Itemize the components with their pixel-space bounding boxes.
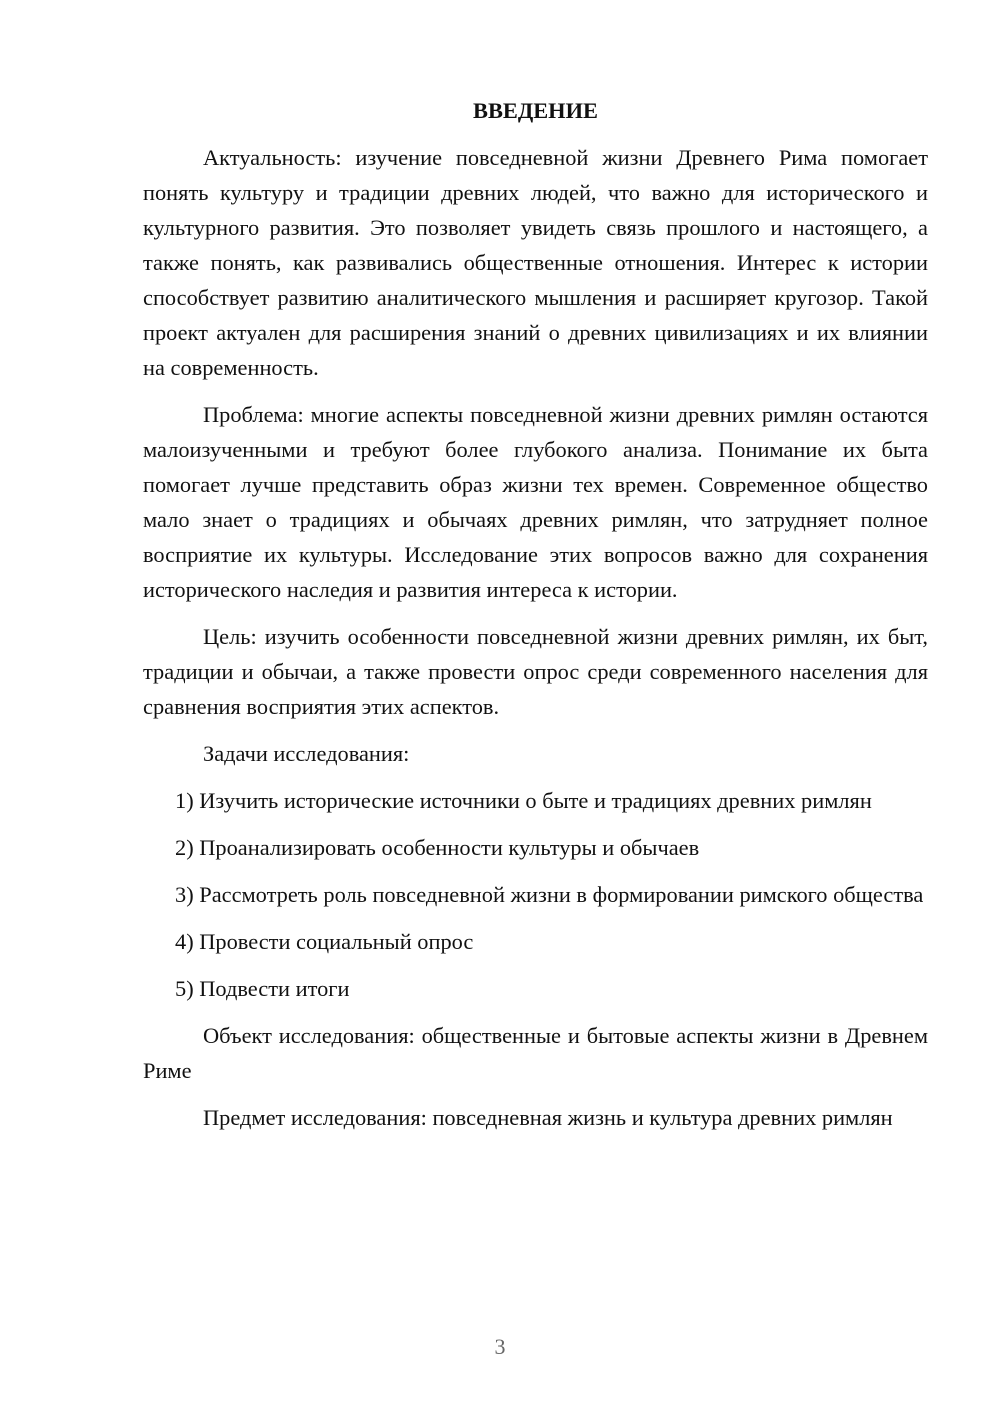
page-number: 3 bbox=[494, 1334, 506, 1359]
subject-paragraph: Предмет исследования: повседневная жизнь и культура древних римлян bbox=[203, 1105, 893, 1130]
object-paragraph: Объект исследования: общественные и бытовые аспекты жизни в Древнем Риме bbox=[143, 1023, 928, 1083]
task-item: 1) Изучить исторические источники о быте и традициях древних римлян bbox=[175, 788, 872, 813]
problem-paragraph: Проблема: многие аспекты повседневной жизни древних римлян остаются малоизученными и требуют более глубокого анализа. Понимание их быта помогает лучше представить образ жизни тех времен. Современное общество мало знает о традициях и обычаях древних римлян, что затрудняет полное восприятие их культуры. Исследование этих вопросов важно для сохранения исторического наследия и развития интереса к истории. bbox=[143, 402, 928, 602]
tasks-list bbox=[143, 783, 928, 1006]
relevance-paragraph: Актуальность: изучение повседневной жизни Древнего Рима помогает понять культуру и традиции древних людей, что важно для исторического и культурного развития. Это позволяет увидеть связь прошлого и настоящего, а также понять, как развивались общественные отношения. Интерес к истории способствует развитию аналитического мышления и расширяет кругозор. Такой проект актуален для расширения знаний о древних цивилизациях и их влиянии на современность. bbox=[143, 145, 928, 380]
tasks-title: Задачи исследования: bbox=[203, 741, 410, 766]
task-item: 5) Подвести итоги bbox=[175, 976, 350, 1001]
task-item: 2) Проанализировать особенности культуры и обычаев bbox=[175, 835, 700, 860]
task-item: 4) Провести социальный опрос bbox=[175, 929, 474, 954]
task-item: 3) Рассмотреть роль повседневной жизни в формировании римского общества bbox=[175, 882, 924, 907]
goal-paragraph: Цель: изучить особенности повседневной жизни древних римлян, их быт, традиции и обычаи, а также провести опрос среди современного населения для сравнения восприятия этих аспектов. bbox=[143, 624, 928, 719]
page-title: ВВЕДЕНИЕ bbox=[473, 98, 598, 123]
page-content bbox=[143, 93, 928, 1147]
